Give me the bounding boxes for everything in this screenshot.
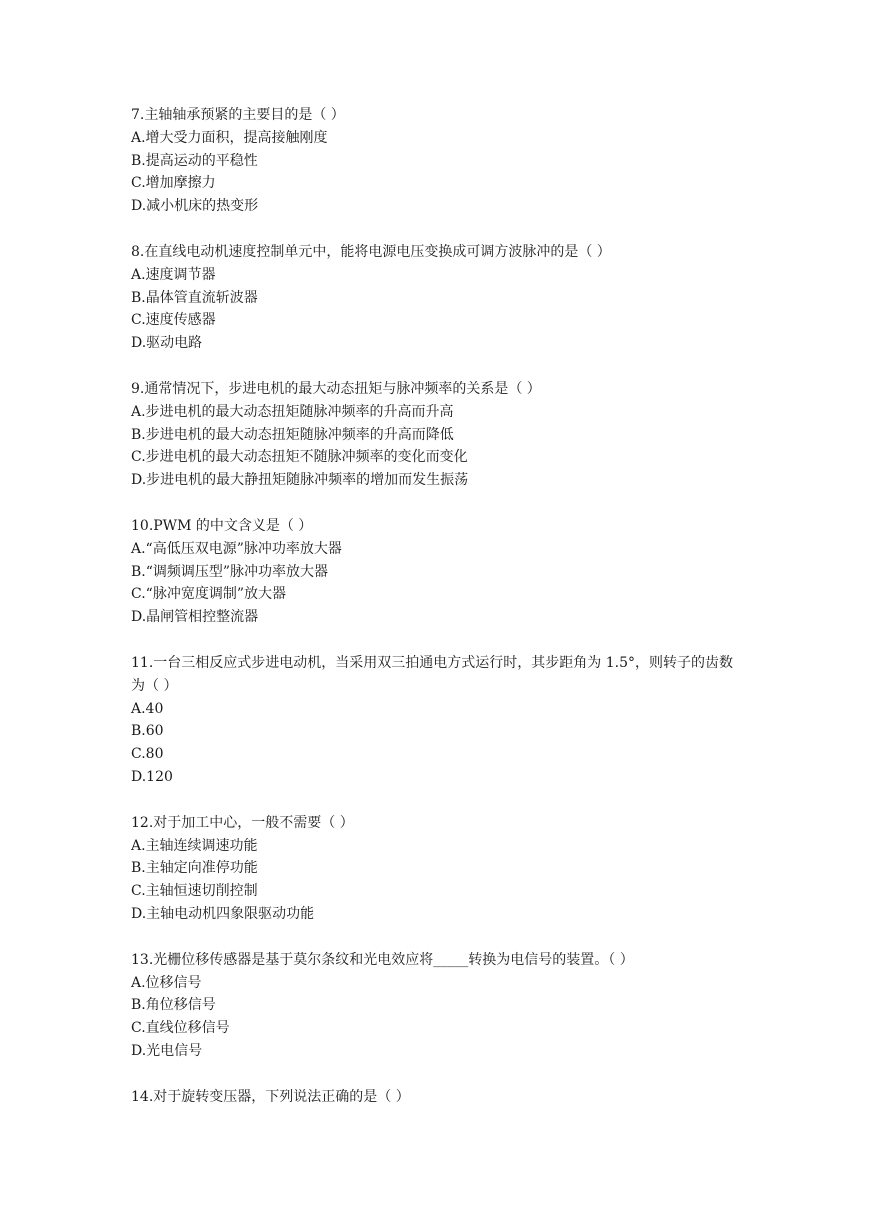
option-c: C.步进电机的最大动态扭矩不随脉冲频率的变化而变化 (131, 449, 468, 466)
option-d: D.晶闸管相控整流器 (131, 609, 259, 626)
option-c: C.速度传感器 (131, 312, 216, 329)
question-11 (131, 652, 741, 789)
option-c: C.主轴恒速切削控制 (131, 883, 258, 900)
option-d: D.减小机床的热变形 (131, 198, 259, 215)
option-a: A.主轴连续调速功能 (131, 837, 258, 854)
option-b: B.步进电机的最大动态扭矩随脉冲频率的升高而降低 (131, 426, 454, 443)
option-d: D.步进电机的最大静扭矩随脉冲频率的增加而发生振荡 (131, 472, 469, 489)
option-d: D.主轴电动机四象限驱动功能 (131, 905, 315, 922)
option-c: C.80 (131, 746, 164, 763)
option-d: D.驱动电路 (131, 335, 203, 352)
question-14 (131, 1086, 741, 1109)
option-a: A.速度调节器 (131, 266, 216, 283)
option-b: B.主轴定向准停功能 (131, 860, 258, 877)
question-7 (131, 104, 741, 218)
option-a: A.“高低压双电源”脉冲功率放大器 (131, 540, 342, 557)
option-a: A.增大受力面积，提高接触刚度 (131, 129, 328, 146)
question-stem: 8.在直线电动机速度控制单元中，能将电源电压变换成可调方波脉冲的是（ ） (131, 243, 611, 260)
option-d: D.120 (131, 768, 173, 785)
option-c: C.“脉冲宽度调制”放大器 (131, 586, 286, 603)
question-8 (131, 241, 741, 355)
option-a: A.步进电机的最大动态扭矩随脉冲频率的升高而升高 (131, 403, 454, 420)
question-9 (131, 378, 741, 492)
question-stem: 7.主轴轴承预紧的主要目的是（ ） (131, 107, 345, 123)
question-stem: 10.PWM 的中文含义是（ ） (131, 517, 313, 534)
option-a: A.位移信号 (131, 974, 202, 991)
question-stem: 11.一台三相反应式步进电动机，当采用双三拍通电方式运行时，其步距角为 1.5°，则转子的齿数为（ ） (131, 654, 733, 694)
exam-page (131, 104, 741, 1131)
question-stem: 13.光栅位移传感器是基于莫尔条纹和光电效应将_____转换为电信号的装置。（ ） (131, 951, 634, 968)
option-b: B.“调频调压型”脉冲功率放大器 (131, 563, 329, 580)
question-10 (131, 515, 741, 629)
option-b: B.提高运动的平稳性 (131, 152, 258, 169)
question-stem: 12.对于加工中心，一般不需要（ ） (131, 814, 354, 831)
option-a: A.40 (131, 700, 164, 717)
option-b: B.60 (131, 723, 164, 740)
question-13 (131, 949, 741, 1063)
question-stem: 14.对于旋转变压器，下列说法正确的是（ ） (131, 1088, 410, 1105)
option-b: B.角位移信号 (131, 997, 216, 1014)
question-12 (131, 812, 741, 926)
option-d: D.光电信号 (131, 1042, 203, 1059)
option-b: B.晶体管直流斩波器 (131, 289, 258, 306)
question-stem: 9.通常情况下，步进电机的最大动态扭矩与脉冲频率的关系是（ ） (131, 380, 541, 397)
option-c: C.增加摩擦力 (131, 175, 216, 192)
option-c: C.直线位移信号 (131, 1020, 230, 1037)
